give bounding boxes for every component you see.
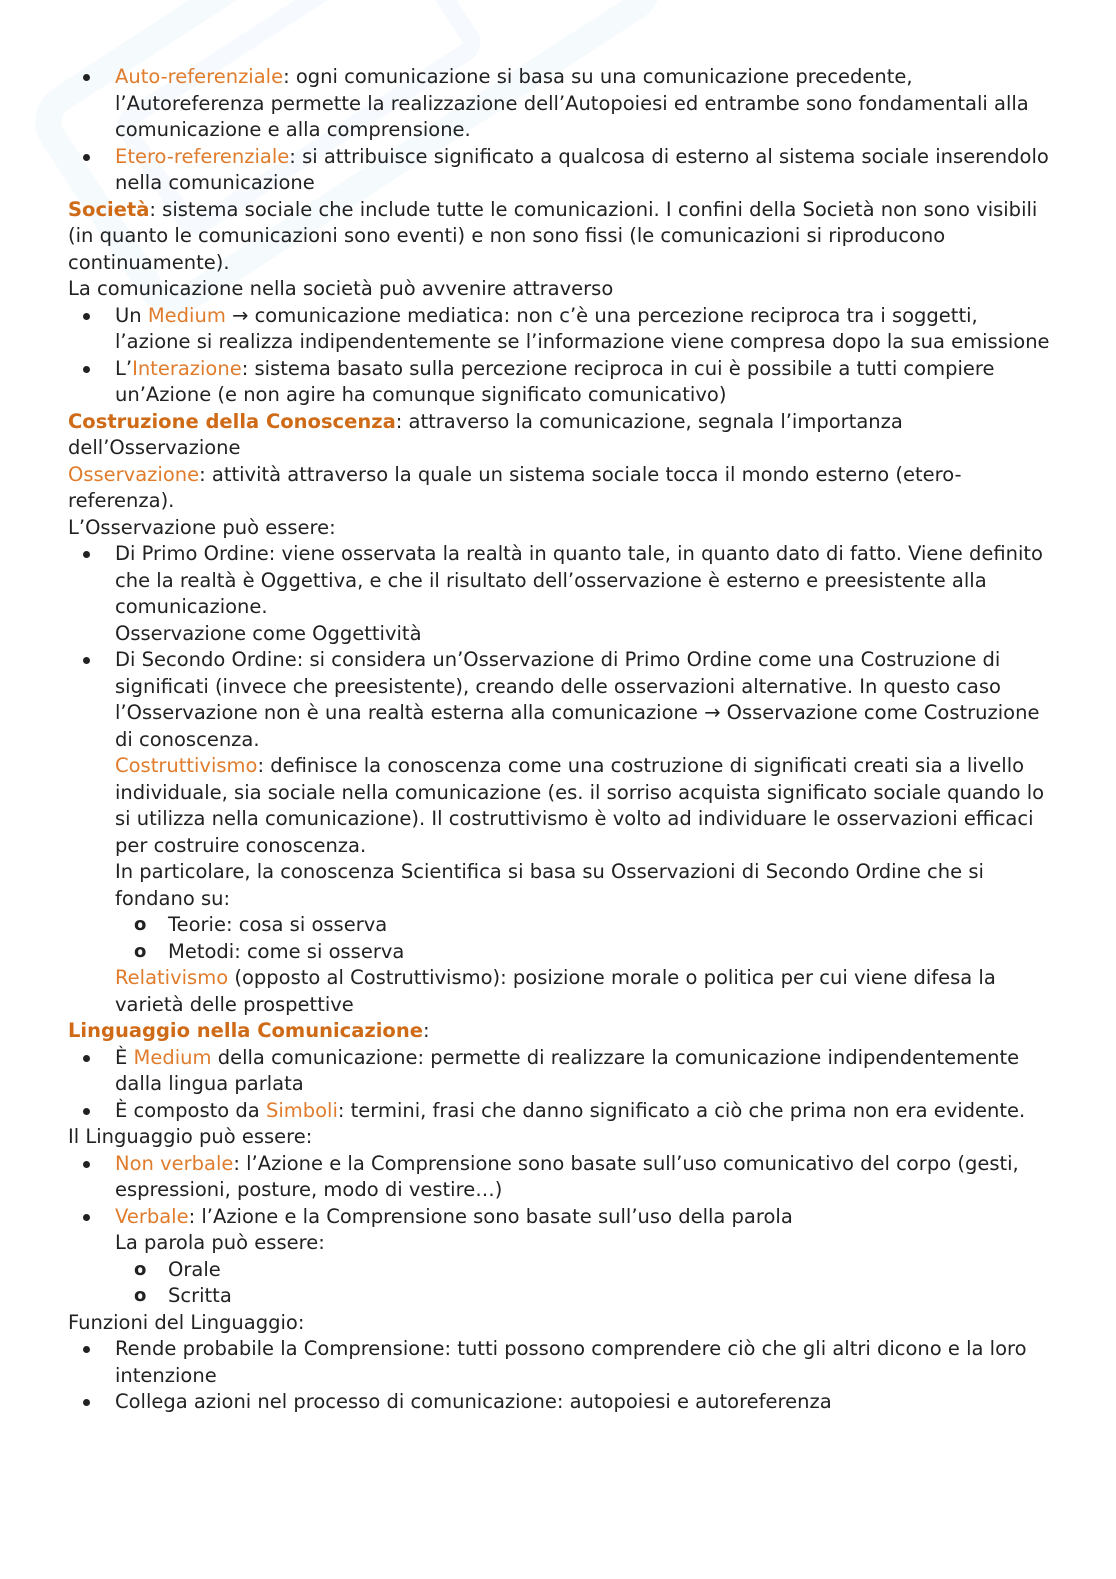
parola-list bbox=[68, 1257, 1058, 1310]
costruttivismo-text: : definisce la conoscenza come una costruzione di significati creati sia a livello individuale, sia sociale nella comunicazione (es. il sorriso acquista significato sociale quando lo si utilizza nella comunicazione). Il costruttivismo è volto ad individuare le osservazioni efficaci per costruire conoscenza. bbox=[115, 754, 1045, 857]
linguaggio-colon: : bbox=[422, 1019, 430, 1042]
secondo-ordine-text: Di Secondo Ordine: si considera un’Osservazione di Primo Ordine come una Costruzione di significati (invece che preesistente), creando delle osservazioni alternative. In questo caso l’Osservazione non è una realtà esterna alla comunicazione → Osservazione come Costruzione di conoscenza. bbox=[115, 648, 1040, 751]
list-item-simboli bbox=[68, 1098, 1058, 1125]
funzioni-intro: Funzioni del Linguaggio: bbox=[68, 1310, 305, 1334]
heading-linguaggio: Linguaggio nella Comunicazione bbox=[68, 1019, 423, 1042]
linguaggio-types-list bbox=[68, 1151, 1058, 1257]
relativismo-paragraph bbox=[68, 965, 1058, 1018]
osservazione-intro: L’Osservazione può essere: bbox=[68, 515, 336, 539]
term-non-verbale: Non verbale bbox=[115, 1151, 234, 1175]
term-osservazione: Osservazione bbox=[68, 462, 200, 486]
list-item-linguaggio-medium bbox=[68, 1045, 1058, 1098]
list-item-orale: o Orale bbox=[68, 1257, 1058, 1284]
term-costruttivismo: Costruttivismo bbox=[115, 754, 258, 777]
relativismo-text: (opposto al Costruttivismo): posizione morale o politica per cui viene difesa la varietà delle prospettive bbox=[115, 966, 996, 1016]
medium-text: → comunicazione mediatica: non c’è una percezione reciproca tra i soggetti, l’azione si realizza indipendentemente se l’informazione viene compresa dopo la sua emissione bbox=[115, 303, 1050, 353]
costruttivismo-paragraph bbox=[68, 753, 1058, 859]
linguaggio-intro: Il Linguaggio può essere: bbox=[68, 1125, 313, 1148]
osservazione-text: : attività attraverso la quale un sistema sociale tocca il mondo esterno (etero-referenza). bbox=[68, 462, 962, 512]
list-item-secondo-ordine bbox=[68, 647, 1058, 753]
list-item-teorie: o Teorie: cosa si osserva bbox=[68, 912, 1058, 939]
eteroreferenziale-text: : si attribuisce significato a qualcosa di esterno al sistema sociale inserendolo nella comunicazione bbox=[115, 144, 1049, 194]
heading-societa: Società bbox=[68, 197, 150, 221]
list-item-scritta: o Scritta bbox=[68, 1283, 1058, 1310]
primo-ordine-sub: Osservazione come Oggettività bbox=[115, 621, 422, 645]
term-linguaggio-medium: Medium bbox=[133, 1045, 212, 1069]
term-interazione: Interazione bbox=[132, 356, 242, 380]
costruzione-text: : attraverso la comunicazione, segnala l’importanza dell’Osservazione bbox=[68, 409, 903, 459]
scientifica-list bbox=[68, 912, 1058, 965]
societa-paragraph bbox=[68, 197, 1058, 277]
list-item-medium bbox=[68, 303, 1058, 356]
simboli-prefix: È composto da bbox=[115, 1098, 266, 1122]
medium-prefix: Un bbox=[115, 303, 148, 327]
term-simboli: Simboli bbox=[265, 1098, 338, 1122]
list-item-funzione-comprensione: Rende probabile la Comprensione: tutti possono comprendere ciò che gli altri dicono e la loro intenzione bbox=[68, 1336, 1058, 1389]
list-item-interazione bbox=[68, 356, 1058, 409]
list-item-metodi: o Metodi: come si osserva bbox=[68, 939, 1058, 966]
autoreferenziale-text: : ogni comunicazione si basa su una comunicazione precedente, l’Autoreferenza permette la realizzazione dell’Autopoiesi ed entrambe sono fondamentali alla comunicazione e alla comprensione. bbox=[115, 65, 1029, 141]
linguaggio-heading-line bbox=[68, 1018, 1058, 1045]
list-item-eteroreferenziale bbox=[68, 144, 1058, 197]
verbale-sub: La parola può essere: bbox=[115, 1231, 325, 1254]
list-item-autoreferenziale bbox=[68, 64, 1058, 144]
interazione-prefix: L’ bbox=[115, 356, 133, 380]
list-item-funzione-collega: Collega azioni nel processo di comunicazione: autopoiesi e autoreferenza bbox=[68, 1389, 1058, 1416]
non-verbale-text: : l’Azione e la Comprensione sono basate sull’uso comunicativo del corpo (gesti, espressioni, posture, modo di vestire…) bbox=[115, 1151, 1019, 1201]
osservazione-paragraph bbox=[68, 462, 1058, 515]
term-auto-referenziale: Auto-referenziale bbox=[115, 65, 284, 88]
term-etero-referenziale: Etero-referenziale bbox=[115, 144, 290, 168]
list-item-primo-ordine bbox=[68, 541, 1058, 647]
societa-intro: La comunicazione nella società può avvenire attraverso bbox=[68, 277, 614, 300]
societa-text: : sistema sociale che include tutte le comunicazioni. I confini della Società non sono visibili (in quanto le comunicazioni sono eventi) e non sono fissi (le comunicazioni si riproducono continuamente). bbox=[68, 197, 1038, 274]
document-page bbox=[68, 64, 1058, 1416]
linguaggio-list bbox=[68, 1045, 1058, 1125]
interazione-text: : sistema basato sulla percezione reciproca in cui è possibile a tutti compiere un’Azione (e non agire ha comunque significato comunicativo) bbox=[115, 356, 995, 406]
linguaggio-medium-text: della comunicazione: permette di realizzare la comunicazione indipendentemente dalla lingua parlata bbox=[115, 1045, 1020, 1095]
scientifica-paragraph: In particolare, la conoscenza Scientifica si basa su Osservazioni di Secondo Ordine che si fondano su: bbox=[115, 860, 984, 910]
referenziale-list bbox=[68, 64, 1058, 197]
costruzione-paragraph bbox=[68, 409, 1058, 462]
heading-costruzione-conoscenza: Costruzione della Conoscenza bbox=[68, 409, 396, 433]
societa-list bbox=[68, 303, 1058, 409]
primo-ordine-text: Di Primo Ordine: viene osservata la realtà in quanto tale, in quanto dato di fatto. Viene definito che la realtà è Oggettiva, e che il risultato dell’osservazione è esterno e preesistente alla comunicazione. bbox=[115, 542, 1043, 618]
osservazione-list bbox=[68, 541, 1058, 753]
term-verbale: Verbale bbox=[115, 1204, 189, 1228]
term-relativismo: Relativismo bbox=[115, 966, 229, 989]
term-medium: Medium bbox=[147, 303, 226, 327]
list-item-non-verbale bbox=[68, 1151, 1058, 1204]
funzioni-list bbox=[68, 1336, 1058, 1416]
linguaggio-medium-prefix: È bbox=[115, 1045, 134, 1069]
simboli-text: : termini, frasi che danno significato a ciò che prima non era evidente. bbox=[337, 1098, 1026, 1122]
verbale-text: : l’Azione e la Comprensione sono basate sull’uso della parola bbox=[188, 1204, 793, 1228]
list-item-verbale bbox=[68, 1204, 1058, 1257]
